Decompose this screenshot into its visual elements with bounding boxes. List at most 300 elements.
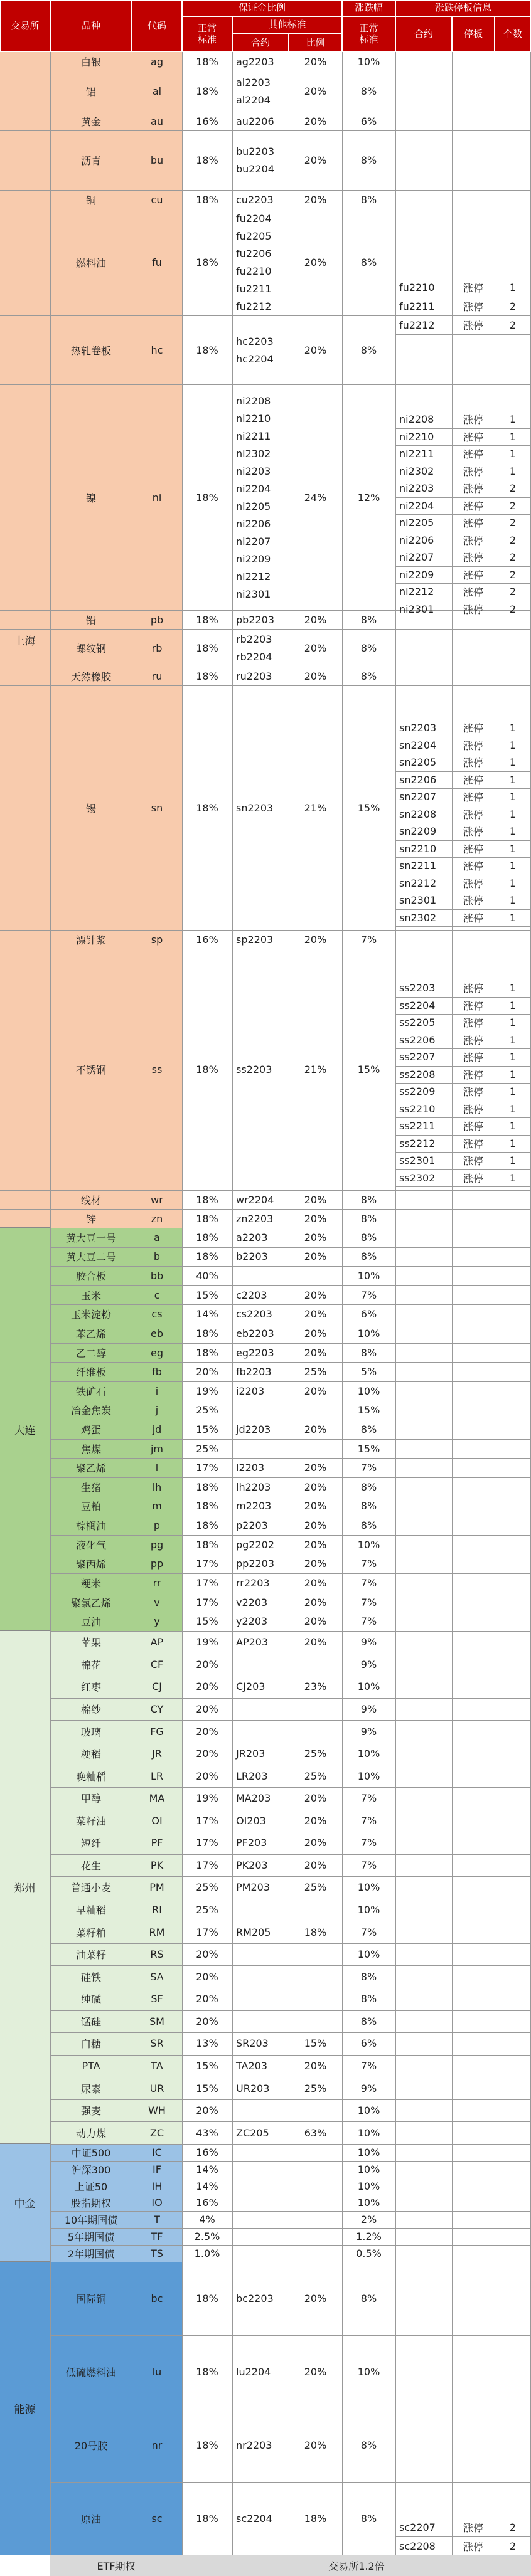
- zhengzhou-variety: 锰硅: [80, 2015, 101, 2028]
- margin-normal: 18%: [196, 193, 218, 206]
- dalian-variety: 胶合板: [75, 1270, 106, 1283]
- dalian-variety: 玉米: [80, 1289, 101, 1302]
- ratio-value: 21%: [304, 801, 327, 814]
- contract-code: ru2203: [236, 670, 272, 682]
- cffex-variety: 股指期权: [70, 2197, 111, 2210]
- dalian-variety: 聚氯乙烯: [70, 1597, 111, 1609]
- zhengzhou-code: LR: [150, 1770, 164, 1782]
- dalian-ratio: 20%: [304, 1519, 327, 1532]
- lock-board: 涨停: [463, 448, 483, 461]
- dalian-margin: 18%: [196, 1327, 218, 1339]
- limit-value: 8%: [360, 641, 377, 654]
- dalian-margin: 17%: [196, 1596, 218, 1608]
- zhengzhou-margin: 15%: [196, 2082, 218, 2094]
- zhengzhou-variety: 红枣: [80, 1681, 101, 1694]
- contract-code: fu2204: [236, 212, 272, 224]
- energy-ratio: 20%: [304, 2439, 327, 2451]
- cffex-contract: [232, 2195, 289, 2212]
- variety-code: fu: [152, 256, 162, 268]
- margin-normal: 18%: [196, 670, 218, 682]
- contract-code: wr2204: [236, 1193, 274, 1206]
- cffex-ratio: [289, 2161, 342, 2178]
- dalian-contract: a2203: [236, 1231, 268, 1243]
- zhengzhou-code: FG: [150, 1725, 164, 1738]
- dalian-variety: 冶金焦炭: [70, 1405, 111, 1417]
- cffex-ratio: [289, 2211, 342, 2228]
- lock-count: 1: [509, 1171, 517, 1184]
- lock-board: 涨停: [463, 1069, 483, 1081]
- lock-contract: ss2212: [399, 1137, 436, 1149]
- lock-contract: ni2209: [399, 568, 434, 581]
- dalian-limit: 7%: [360, 1615, 377, 1628]
- lock-count: 2: [509, 2521, 517, 2533]
- zhengzhou-code: CY: [150, 1702, 164, 1715]
- dalian-ratio: [289, 1439, 342, 1459]
- dalian-margin: 15%: [196, 1289, 218, 1301]
- header-other-std: 其他标准: [232, 16, 342, 34]
- zhengzhou-code: WH: [148, 2104, 166, 2117]
- dalian-contract: pg2202: [236, 1538, 275, 1551]
- dalian-margin: 25%: [196, 1442, 218, 1455]
- dalian-limit: 8%: [360, 1231, 377, 1243]
- dalian-code: cs: [151, 1308, 163, 1321]
- zhengzhou-contract: PK203: [236, 1859, 268, 1871]
- variety-code: rb: [151, 641, 163, 654]
- zhengzhou-variety: 强麦: [80, 2105, 101, 2118]
- variety-name: 铅: [85, 614, 96, 626]
- dalian-limit: 8%: [360, 1500, 377, 1512]
- zhengzhou-contract: [232, 2099, 289, 2122]
- lock-count: 1: [509, 448, 517, 460]
- lock-contract: sn2207: [399, 791, 437, 803]
- cffex-contract: [232, 2144, 289, 2161]
- lock-board: 涨停: [463, 534, 483, 547]
- lock-count: 1: [509, 791, 517, 803]
- lock-count: 2: [509, 551, 517, 564]
- dalian-limit: 10%: [357, 1270, 380, 1282]
- zhengzhou-limit: 9%: [360, 1702, 377, 1715]
- dalian-contract: v2203: [236, 1596, 268, 1608]
- dalian-ratio: 20%: [304, 1596, 327, 1608]
- contract-code: sp2203: [236, 933, 274, 946]
- contract-code: ag2203: [236, 55, 274, 68]
- lock-count: 1: [509, 1033, 517, 1046]
- variety-name: 镍: [85, 492, 96, 504]
- limit-value: 8%: [360, 256, 377, 268]
- dalian-contract: c2203: [236, 1289, 267, 1301]
- contract-code: al2203: [236, 77, 271, 88]
- energy-ratio: 18%: [304, 2513, 327, 2525]
- zhengzhou-variety: 玻璃: [80, 1726, 101, 1738]
- lock-count: 2: [509, 603, 517, 615]
- limit-value: 8%: [360, 193, 377, 206]
- energy-limit: 8%: [360, 2293, 377, 2304]
- lock-board: 涨停: [463, 282, 483, 294]
- zhengzhou-limit: 7%: [360, 1837, 377, 1849]
- energy-margin: 18%: [196, 2439, 218, 2451]
- lock-board: 涨停: [463, 483, 483, 495]
- contract-code: hc2203: [236, 335, 274, 347]
- lock-contract: ni2203: [399, 482, 434, 495]
- header-variety: 品种: [50, 0, 132, 52]
- variety-code: wr: [151, 1193, 163, 1206]
- grid-line: [342, 52, 343, 2555]
- lock-board: 涨停: [463, 739, 483, 752]
- lock-board: 涨停: [463, 319, 483, 332]
- zhengzhou-ratio: 20%: [304, 1792, 327, 1805]
- dalian-ratio: [289, 1266, 342, 1285]
- zhengzhou-margin: 15%: [196, 2060, 218, 2072]
- variety-name: 白银: [80, 56, 101, 68]
- dalian-limit: 7%: [360, 1596, 377, 1608]
- lock-count: 2: [509, 482, 517, 495]
- zhengzhou-limit: 9%: [360, 1636, 377, 1649]
- dalian-contract: p2203: [236, 1519, 268, 1532]
- lock-contract: ss2301: [399, 1154, 436, 1167]
- dalian-code: fb: [152, 1366, 162, 1378]
- margin-normal: 18%: [196, 85, 218, 97]
- zhengzhou-code: RS: [150, 1948, 164, 1961]
- lock-contract: fu2212: [399, 319, 435, 331]
- dalian-contract: fb2203: [236, 1366, 272, 1378]
- contract-code: ni2206: [236, 517, 271, 530]
- dalian-ratio: 20%: [304, 1385, 327, 1397]
- lock-count: 2: [509, 499, 517, 512]
- contract-code: ni2207: [236, 535, 271, 547]
- lock-contract: ss2206: [399, 1033, 436, 1046]
- lock-count: 1: [509, 1102, 517, 1115]
- zhengzhou-margin: 17%: [196, 1814, 218, 1827]
- dalian-ratio: 20%: [304, 1308, 327, 1321]
- limit-value: 15%: [357, 1064, 380, 1075]
- dalian-limit: 8%: [360, 1423, 377, 1435]
- lock-contract: ni2204: [399, 499, 434, 512]
- lock-board: 涨停: [463, 912, 483, 924]
- dalian-limit: 5%: [360, 1366, 377, 1378]
- dalian-ratio: 20%: [304, 1500, 327, 1512]
- limit-value: 6%: [360, 115, 377, 127]
- lock-board: 涨停: [463, 774, 483, 786]
- zhengzhou-limit: 10%: [357, 1748, 380, 1760]
- zhengzhou-contract: TA203: [236, 2060, 268, 2072]
- zhengzhou-variety: 棉花: [80, 1659, 101, 1671]
- cffex-margin: 14%: [196, 2163, 218, 2175]
- contract-code: cu2203: [236, 193, 274, 206]
- limit-value: 8%: [360, 670, 377, 682]
- dalian-code: lh: [152, 1481, 162, 1493]
- lock-count: 1: [509, 281, 517, 293]
- contract-code: ni2209: [236, 552, 271, 565]
- dalian-ratio: 20%: [304, 1558, 327, 1570]
- zhengzhou-variety: 甲醇: [80, 1793, 101, 1805]
- lock-board: 涨停: [463, 552, 483, 564]
- zhengzhou-ratio: [289, 1654, 342, 1676]
- zhengzhou-ratio: [289, 1698, 342, 1721]
- lock-board: 涨停: [463, 2521, 483, 2534]
- lock-count: 1: [509, 1154, 517, 1167]
- lock-board: 涨停: [463, 569, 483, 581]
- contract-code: hc2204: [236, 352, 274, 365]
- dalian-variety: 纤维板: [75, 1366, 106, 1379]
- header-code: 代码: [132, 0, 182, 52]
- zhengzhou-variety: 棉纱: [80, 1703, 101, 1716]
- dalian-code: eg: [151, 1346, 163, 1359]
- dalian-variety: 棕榈油: [75, 1520, 106, 1533]
- variety-code: sp: [151, 933, 163, 946]
- variety-name: 漂针浆: [75, 934, 106, 946]
- dalian-contract: l2203: [236, 1462, 265, 1474]
- zhengzhou-code: SA: [150, 1970, 164, 1983]
- cffex-limit: 10%: [357, 2180, 380, 2192]
- dalian-variety: 乙二醇: [75, 1347, 106, 1359]
- dalian-limit: 8%: [360, 1346, 377, 1359]
- zhengzhou-variety: 油菜籽: [75, 1949, 106, 1961]
- cffex-code: IO: [151, 2197, 163, 2209]
- dalian-variety: 豆油: [80, 1616, 101, 1628]
- header-lock-count: 个数: [495, 16, 531, 52]
- zhengzhou-code: PK: [150, 1859, 164, 1871]
- dalian-code: i: [155, 1385, 159, 1397]
- zhengzhou-ratio: 23%: [304, 1681, 327, 1693]
- energy-contract: lu2204: [236, 2366, 271, 2378]
- lock-contract: ss2211: [399, 1120, 436, 1132]
- lock-count: 1: [509, 1068, 517, 1080]
- zhengzhou-margin: 20%: [196, 1748, 218, 1760]
- cffex-ratio: [289, 2228, 342, 2245]
- variety-name: 热轧卷板: [70, 344, 111, 357]
- energy-margin: 18%: [196, 2293, 218, 2304]
- dalian-ratio: 20%: [304, 1462, 327, 1474]
- cffex-contract: [232, 2228, 289, 2245]
- lock-contract: ss2207: [399, 1051, 436, 1064]
- energy-contract: sc2204: [236, 2513, 272, 2525]
- variety-code: ru: [151, 670, 163, 682]
- variety-name: 铝: [85, 86, 96, 98]
- zhengzhou-ratio: [289, 1899, 342, 1921]
- contract-code: fu2211: [236, 282, 272, 295]
- variety-name: 黄金: [80, 115, 101, 128]
- contract-code: al2204: [236, 94, 271, 106]
- dalian-contract: y2203: [236, 1615, 268, 1628]
- contract-code: ni2208: [236, 394, 271, 407]
- lock-count: 2: [509, 300, 517, 312]
- cffex-variety: 上证50: [74, 2180, 108, 2193]
- zhengzhou-limit: 10%: [357, 1948, 380, 1961]
- zhengzhou-code: PF: [151, 1837, 163, 1849]
- dalian-contract: m2203: [236, 1500, 272, 1512]
- lock-count: 1: [509, 1085, 517, 1098]
- dalian-contract: [232, 1401, 289, 1420]
- zhengzhou-ratio: 20%: [304, 1814, 327, 1827]
- margin-normal: 18%: [196, 154, 218, 166]
- dalian-variety: 聚丙烯: [75, 1558, 106, 1571]
- dalian-limit: 15%: [357, 1442, 380, 1455]
- zhengzhou-contract: CJ203: [236, 1681, 266, 1693]
- contract-code: ni2205: [236, 500, 271, 512]
- lock-board: 涨停: [463, 1000, 483, 1012]
- contract-code: fu2210: [236, 265, 272, 277]
- lock-board: 涨停: [463, 431, 483, 443]
- header-margin: 保证金比例: [182, 0, 342, 16]
- zhengzhou-ratio: 20%: [304, 1837, 327, 1849]
- dalian-variety: 生猪: [80, 1481, 101, 1494]
- contract-code: fu2212: [236, 300, 272, 312]
- zhengzhou-limit: 9%: [360, 1658, 377, 1671]
- variety-code: ss: [151, 1064, 163, 1075]
- zhengzhou-contract: [232, 1965, 289, 1988]
- ratio-value: 20%: [304, 1193, 327, 1206]
- dalian-code: v: [154, 1596, 160, 1608]
- contract-code: ni2204: [236, 482, 271, 495]
- contract-code: ni2210: [236, 412, 271, 425]
- zhengzhou-margin: 17%: [196, 1837, 218, 1849]
- dalian-contract: [232, 1266, 289, 1285]
- contract-code: fu2205: [236, 230, 272, 242]
- zhengzhou-variety: 粳稻: [80, 1748, 101, 1761]
- lock-board: 涨停: [463, 414, 483, 426]
- dalian-code: pg: [150, 1538, 164, 1551]
- margin-normal: 18%: [196, 55, 218, 68]
- dalian-margin: 18%: [196, 1481, 218, 1493]
- dalian-variety: 豆粕: [80, 1501, 101, 1513]
- lock-contract: ss2205: [399, 1016, 436, 1029]
- zhengzhou-ratio: 20%: [304, 1636, 327, 1649]
- lock-board: 涨停: [463, 2540, 483, 2553]
- grid-line: [395, 334, 531, 335]
- cffex-margin: 1.0%: [194, 2247, 220, 2260]
- zhengzhou-margin: 20%: [196, 2104, 218, 2117]
- lock-board: 涨停: [463, 465, 483, 478]
- variety-name: 不锈钢: [75, 1064, 106, 1076]
- zhengzhou-code: PM: [149, 1881, 164, 1894]
- zhengzhou-limit: 7%: [360, 1926, 377, 1938]
- limit-value: 15%: [357, 801, 380, 814]
- dalian-variety: 焦煤: [80, 1443, 101, 1455]
- zhengzhou-variety: 菜籽油: [75, 1815, 106, 1827]
- zhengzhou-code: MA: [149, 1792, 165, 1805]
- variety-name: 沥青: [80, 155, 101, 167]
- cffex-variety: 2年期国债: [67, 2248, 115, 2261]
- dalian-limit: 7%: [360, 1462, 377, 1474]
- zhengzhou-code: CJ: [152, 1681, 162, 1693]
- dalian-margin: 15%: [196, 1615, 218, 1628]
- dalian-margin: 18%: [196, 1231, 218, 1243]
- lock-contract: ss2209: [399, 1085, 436, 1098]
- header-ratio: 比例: [289, 34, 342, 52]
- lock-contract: ni2301: [399, 603, 434, 615]
- energy-variety: 低硫燃料油: [65, 2367, 116, 2378]
- cffex-margin: 14%: [196, 2180, 218, 2192]
- zhengzhou-contract: MA203: [236, 1792, 271, 1805]
- grid-line: [395, 1186, 531, 1187]
- zhengzhou-contract: PF203: [236, 1837, 267, 1849]
- lock-count: 1: [509, 465, 517, 477]
- zhengzhou-contract: [232, 1988, 289, 2010]
- zhengzhou-contract: SR203: [236, 2037, 269, 2050]
- zhengzhou-code: RM: [149, 1926, 165, 1938]
- lock-board: 涨停: [463, 1103, 483, 1116]
- dalian-limit: 10%: [357, 1385, 380, 1397]
- zhengzhou-limit: 10%: [357, 1904, 380, 1916]
- zhengzhou-variety: 白糖: [80, 2038, 101, 2051]
- zhengzhou-variety: 尿素: [80, 2082, 101, 2095]
- dalian-variety: 聚乙烯: [75, 1462, 106, 1475]
- dalian-margin: 14%: [196, 1308, 218, 1321]
- dalian-contract: b2203: [236, 1250, 268, 1263]
- zhengzhou-margin: 17%: [196, 1926, 218, 1938]
- dalian-contract: rr2203: [236, 1576, 270, 1589]
- zhengzhou-limit: 10%: [357, 2104, 380, 2117]
- contract-code: sn2203: [236, 801, 274, 814]
- contract-code: ss2203: [236, 1064, 272, 1075]
- dalian-code: j: [155, 1404, 159, 1417]
- ratio-value: 20%: [304, 256, 327, 268]
- dalian-margin: 15%: [196, 1423, 218, 1435]
- lock-count: 1: [509, 999, 517, 1011]
- dalian-variety: 苯乙烯: [75, 1328, 106, 1340]
- energy-limit: 10%: [357, 2366, 380, 2378]
- energy-contract: bc2203: [236, 2293, 274, 2304]
- variety-code: hc: [151, 344, 163, 356]
- dalian-variety: 玉米淀粉: [70, 1309, 111, 1321]
- lock-board: 涨停: [463, 1052, 483, 1064]
- contract-code: bu2204: [236, 163, 275, 175]
- energy-code: lu: [152, 2366, 162, 2378]
- dalian-ratio: 20%: [304, 1250, 327, 1263]
- dalian-variety: 粳米: [80, 1577, 101, 1590]
- lock-count: 1: [509, 739, 517, 751]
- zhengzhou-code: SF: [151, 1993, 163, 2005]
- zhengzhou-ratio: 63%: [304, 2126, 327, 2139]
- zhengzhou-limit: 10%: [357, 1770, 380, 1782]
- energy-margin: 18%: [196, 2513, 218, 2525]
- zhengzhou-variety: 硅铁: [80, 1971, 101, 1983]
- energy-code: bc: [151, 2293, 163, 2304]
- dalian-variety: 鸡蛋: [80, 1423, 101, 1436]
- energy-ratio: 20%: [304, 2293, 327, 2304]
- lock-count: 1: [509, 722, 517, 734]
- dalian-code: p: [153, 1519, 161, 1532]
- lock-count: 1: [509, 877, 517, 889]
- cffex-code: IF: [153, 2163, 161, 2175]
- cffex-margin: 4%: [199, 2214, 215, 2226]
- contract-code: bu2203: [236, 145, 275, 157]
- lock-board: 涨停: [463, 808, 483, 821]
- cffex-variety: 沪深300: [71, 2163, 111, 2176]
- variety-code: pb: [150, 613, 164, 626]
- dalian-code: jm: [150, 1442, 164, 1455]
- lock-board: 涨停: [463, 1172, 483, 1185]
- ratio-value: 24%: [304, 491, 327, 504]
- lock-count: 1: [509, 773, 517, 786]
- dalian-margin: 18%: [196, 1346, 218, 1359]
- margin-normal: 18%: [196, 613, 218, 626]
- header-normal: 正常 标准: [182, 16, 232, 52]
- grid-line: [50, 52, 51, 2555]
- zhengzhou-ratio: [289, 1988, 342, 2010]
- lock-contract: ni2208: [399, 413, 434, 426]
- variety-name: 天然橡胶: [70, 670, 111, 683]
- zhengzhou-limit: 9%: [360, 1725, 377, 1738]
- zhengzhou-code: TA: [151, 2060, 163, 2072]
- energy-contract: nr2203: [236, 2439, 272, 2451]
- variety-name: 铜: [85, 194, 96, 206]
- zhengzhou-limit: 9%: [360, 2082, 377, 2094]
- lock-board: 涨停: [463, 1121, 483, 1133]
- dalian-limit: 10%: [357, 1327, 380, 1339]
- lock-contract: ss2210: [399, 1102, 436, 1115]
- variety-name: 线材: [80, 1194, 101, 1206]
